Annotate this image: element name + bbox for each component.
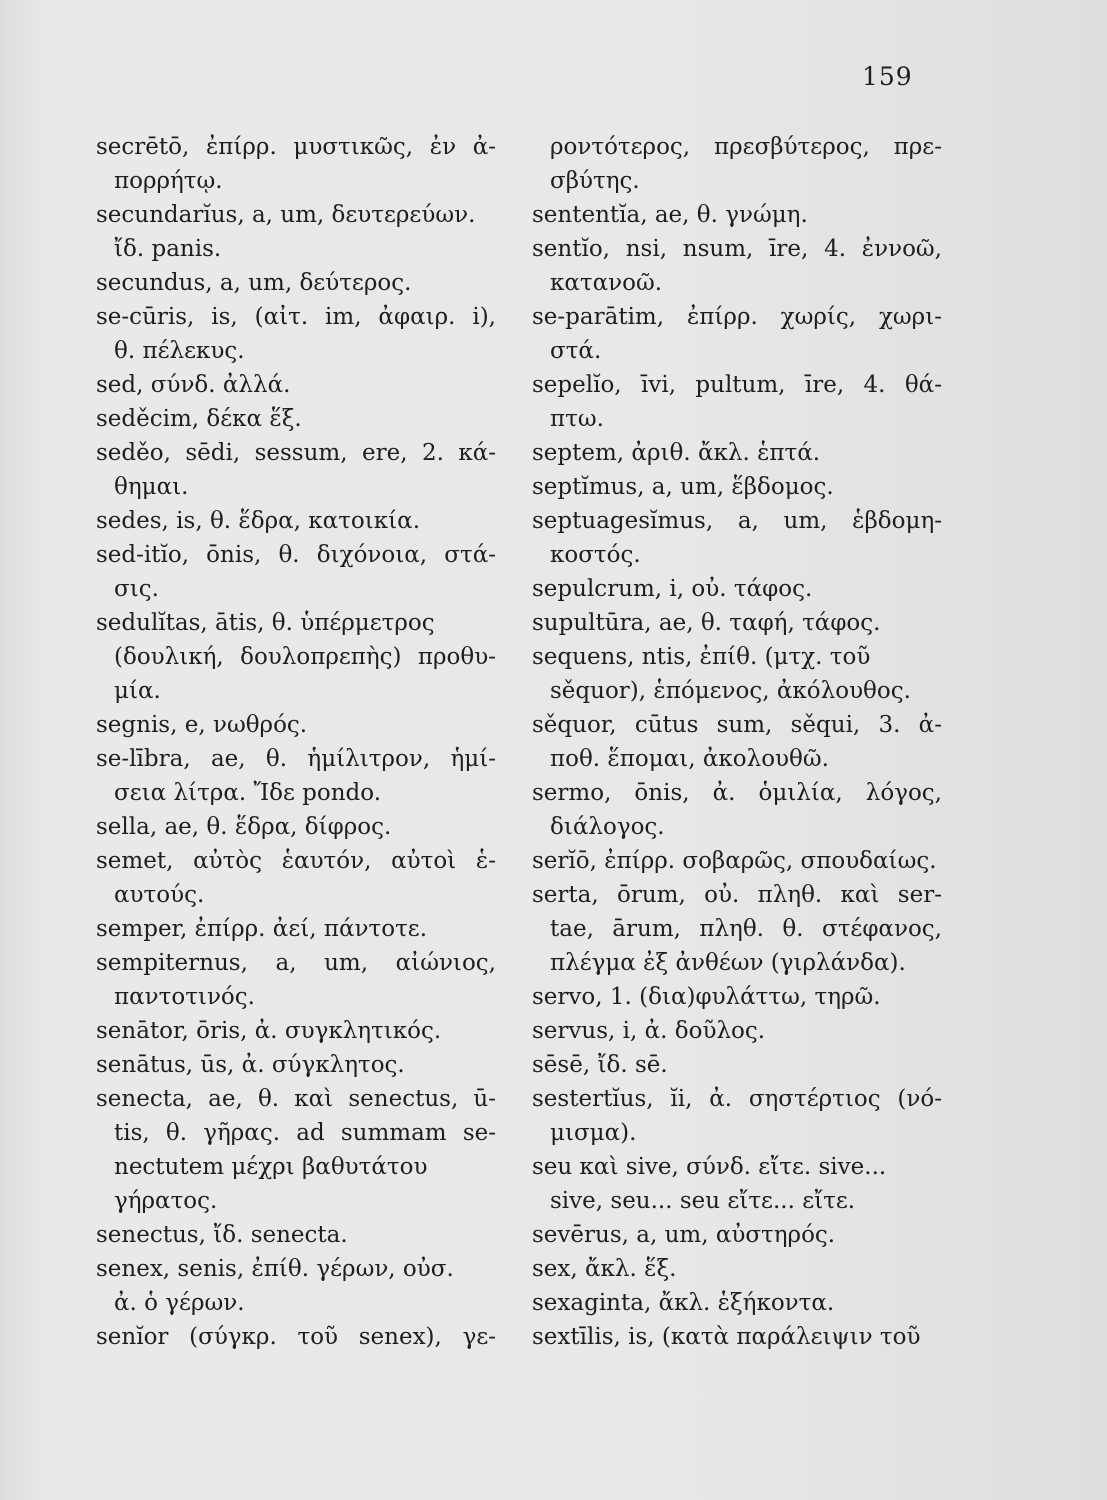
dictionary-line: sepelĭo, īvi, pultum, īre, 4. θά- [532, 372, 942, 398]
dictionary-line: (δουλική, δουλοπρεπὴς) προθυ- [114, 644, 496, 670]
dictionary-line: secrētō, ἐπίρρ. μυστικῶς, ἐν ἀ- [96, 134, 496, 160]
dictionary-line: seděo, sēdi, sessum, ere, 2. κά- [96, 440, 496, 466]
dictionary-line: secundus, a, um, δεύτερος. [96, 270, 412, 296]
dictionary-line: sempiternus, a, um, αἰώνιος, [96, 950, 496, 976]
dictionary-line: serĭō, ἐπίρρ. σοβαρῶς, σπουδαίως. [532, 848, 937, 874]
dictionary-line: sextīlis, is, (κατὰ παράλειψιν τοῦ [532, 1324, 921, 1350]
dictionary-line: senex, senis, ἐπίθ. γέρων, οὐσ. [96, 1256, 454, 1282]
dictionary-line: sententĭa, ae, θ. γνώμη. [532, 202, 808, 228]
dictionary-line: σις. [114, 576, 159, 602]
dictionary-line: ἀ. ὁ γέρων. [114, 1290, 245, 1316]
dictionary-line: sedulĭtas, ātis, θ. ὑπέρμετρος [96, 610, 435, 636]
dictionary-line: supultūra, ae, θ. ταφή, τάφος. [532, 610, 881, 636]
dictionary-line: secundarĭus, a, um, δευτερεύων. [96, 202, 476, 228]
dictionary-line: septuagesĭmus, a, um, ἑβδομη- [532, 508, 942, 534]
page-number: 159 [862, 62, 913, 91]
dictionary-line: μισμα). [550, 1120, 637, 1146]
dictionary-line: σεια λίτρα. Ἴδε pondo. [114, 780, 382, 806]
dictionary-line: αυτούς. [114, 882, 205, 908]
dictionary-line: se-cūris, is, (αἰτ. im, ἀφαιρ. i), [96, 304, 496, 330]
dictionary-line: sequens, ntis, ἐπίθ. (μτχ. τοῦ [532, 644, 871, 670]
dictionary-line: serta, ōrum, οὐ. πληθ. καὶ ser- [532, 882, 942, 908]
dictionary-line: tae, ārum, πληθ. θ. στέφανος, [550, 916, 942, 942]
dictionary-line: servus, i, ἀ. δοῦλος. [532, 1018, 766, 1044]
dictionary-line: μία. [114, 678, 161, 704]
dictionary-line: septem, ἀριθ. ἄκλ. ἑπτά. [532, 440, 821, 466]
dictionary-line: se-parātim, ἐπίρρ. χωρίς, χωρι- [532, 304, 942, 330]
dictionary-line: seu καὶ sive, σύνδ. εἴτε. sive... [532, 1154, 887, 1180]
dictionary-line: θ. πέλεκυς. [114, 338, 245, 364]
dictionary-line: sella, ae, θ. ἕδρα, δίφρος. [96, 814, 392, 840]
dictionary-line: sentĭo, nsi, nsum, īre, 4. ἐννοῶ, [532, 236, 942, 262]
dictionary-line: sed-itĭo, ōnis, θ. διχόνοια, στά- [96, 542, 496, 568]
dictionary-line: sepulcrum, i, οὐ. τάφος. [532, 576, 813, 602]
dictionary-line: στά. [550, 338, 602, 364]
dictionary-line: sexaginta, ἄκλ. ἑξήκοντα. [532, 1290, 835, 1316]
dictionary-line: seděcim, δέκα ἕξ. [96, 406, 302, 432]
dictionary-line: θημαι. [114, 474, 189, 500]
dictionary-line: nectutem μέχρι βαθυτάτου [114, 1154, 428, 1180]
dictionary-line: sěquor), ἑπόμενος, ἀκόλουθος. [550, 678, 911, 704]
right-column [532, 130, 942, 1354]
dictionary-line: semper, ἐπίρρ. ἀεί, πάντοτε. [96, 916, 428, 942]
dictionary-line: sed, σύνδ. ἀλλά. [96, 372, 291, 398]
dictionary-line: κατανοῶ. [550, 270, 663, 296]
dictionary-line: κοστός. [550, 542, 641, 568]
left-column [96, 130, 496, 1354]
dictionary-line: sestertĭus, ĭi, ἀ. σηστέρτιος (νό- [532, 1086, 942, 1112]
dictionary-line: sedes, is, θ. ἕδρα, κατοικία. [96, 508, 421, 534]
dictionary-line: senātor, ōris, ἀ. συγκλητικός. [96, 1018, 442, 1044]
dictionary-line: senĭor (σύγκρ. τοῦ senex), γε- [96, 1324, 496, 1350]
dictionary-line: γήρατος. [114, 1188, 218, 1214]
dictionary-line: sermo, ōnis, ἀ. ὁμιλία, λόγος, [532, 780, 942, 806]
dictionary-line: sive, seu... seu εἴτε... εἴτε. [550, 1188, 856, 1214]
dictionary-line: servo, 1. (δια)φυλάττω, τηρῶ. [532, 984, 881, 1010]
dictionary-line: sěquor, cūtus sum, sěqui, 3. ἀ- [532, 712, 942, 738]
dictionary-line: senecta, ae, θ. καὶ senectus, ū- [96, 1086, 496, 1112]
dictionary-line: senātus, ūs, ἀ. σύγκλητος. [96, 1052, 405, 1078]
dictionary-line: ροντότερος, πρεσβύτερος, πρε- [550, 134, 942, 160]
dictionary-line: tis, θ. γῆρας. ad summam se- [114, 1120, 496, 1146]
dictionary-line: sex, ἄκλ. ἕξ. [532, 1256, 677, 1282]
dictionary-line: sevērus, a, um, αὐστηρός. [532, 1222, 836, 1248]
dictionary-line: παντοτινός. [114, 984, 255, 1010]
dictionary-line: πορρήτῳ. [114, 168, 223, 194]
dictionary-line: διάλογος. [550, 814, 665, 840]
dictionary-line: senectus, ἴδ. senecta. [96, 1222, 348, 1248]
dictionary-line: ἴδ. panis. [114, 236, 222, 262]
dictionary-line: πλέγμα ἐξ ἀνθέων (γιρλάνδα). [550, 950, 906, 976]
dictionary-line: semet, αὐτὸς ἑαυτόν, αὐτοὶ ἑ- [96, 848, 496, 874]
dictionary-line: se-lībra, ae, θ. ἡμίλιτρον, ἡμί- [96, 746, 496, 772]
dictionary-line: σβύτης. [550, 168, 640, 194]
dictionary-line: septĭmus, a, um, ἕβδομος. [532, 474, 834, 500]
dictionary-line: segnis, e, νωθρός. [96, 712, 308, 738]
dictionary-line: πτω. [550, 406, 604, 432]
dictionary-line: ποθ. ἕπομαι, ἀκολουθῶ. [550, 746, 829, 772]
dictionary-line: sēsē, ἴδ. sē. [532, 1052, 668, 1078]
